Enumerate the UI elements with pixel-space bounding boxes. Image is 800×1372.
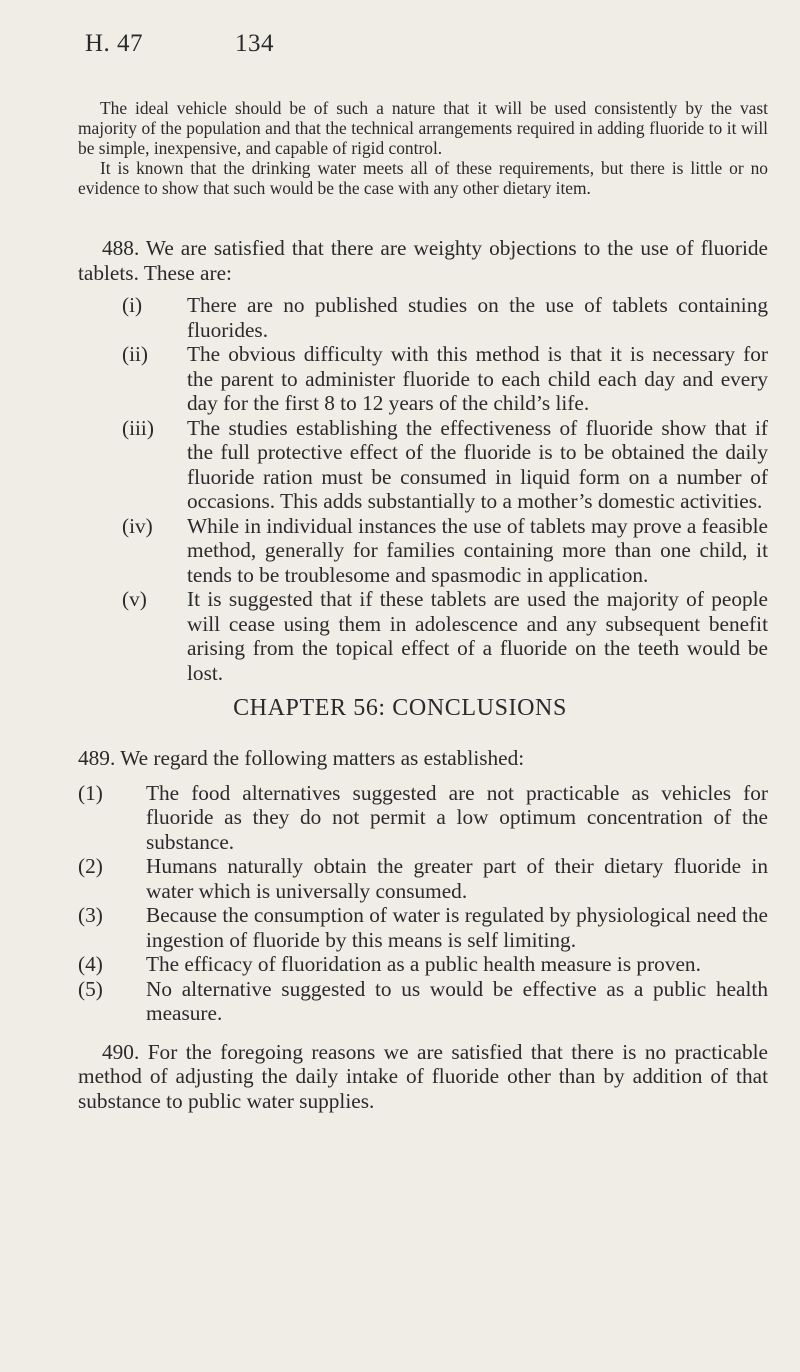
section-488 — [78, 236, 768, 685]
list-item — [78, 587, 768, 685]
item-number: (3) — [78, 903, 103, 927]
item-text: The efficacy of fluoridation as a public health measure is proven. — [146, 952, 701, 976]
item-text: No alternative suggested to us would be effective as a public health measure. — [146, 976, 768, 1025]
item-number: (v) — [122, 587, 147, 611]
item-number: (iv) — [122, 513, 153, 538]
item-text: There are no published studies on the use of tablets containing fluorides. — [187, 293, 768, 342]
list-item — [78, 514, 768, 588]
list-item — [78, 903, 768, 952]
list-item — [78, 854, 768, 903]
intro-section — [78, 98, 768, 198]
item-number: (ii) — [122, 342, 149, 366]
page-header — [85, 30, 274, 58]
objections-list — [78, 293, 768, 685]
list-item — [78, 293, 768, 342]
page-number: 134 — [235, 30, 274, 57]
intro-paragraph: It is known that the drinking water meets all of these requirements, but there is little or no evidence to show that such would be the case with any other dietary item. — [78, 158, 768, 198]
item-text: While in individual instances the use of tablets may prove a feasible method, generally for families containing more than one child, it tends to be troublesome and spasmodic in application. — [187, 513, 768, 587]
item-text: Because the consumption of water is regulated by physiological need the ingestion of fluoride by this means is self limiting. — [146, 903, 768, 952]
item-number: (i) — [122, 293, 143, 317]
list-item — [78, 416, 768, 514]
paragraph-489: 489. We regard the following matters as established: — [78, 746, 525, 770]
item-number: (iii) — [122, 415, 154, 440]
conclusions-list — [78, 781, 768, 1026]
item-number: (2) — [78, 854, 103, 878]
paragraph-488: 488. We are satisfied that there are weighty objections to the use of fluoride tablets. These are: — [78, 236, 768, 285]
list-item — [78, 952, 768, 977]
chapter-heading: CHAPTER 56: CONCLUSIONS — [233, 695, 567, 721]
list-item — [78, 781, 768, 855]
item-text: It is suggested that if these tablets are used the majority of people will cease using them in adolescence and any subsequent benefit arising from the topical effect of a fluoride on the teeth would be lost. — [187, 587, 768, 685]
item-number: (4) — [78, 952, 103, 976]
header-reference: H. 47 — [85, 30, 144, 57]
item-text: Humans naturally obtain the greater part of their dietary fluoride in water which is universally consumed. — [146, 854, 768, 903]
list-item — [78, 342, 768, 416]
item-number: (1) — [78, 780, 103, 805]
list-item — [78, 977, 768, 1026]
item-text: The food alternatives suggested are not practicable as vehicles for fluoride as they do not permit a low optimum concentration of the substance. — [146, 780, 768, 854]
item-text: The obvious difficulty with this method is that it is necessary for the parent to administer fluoride to each child each day and every day for the first 8 to 12 years of the child’s life. — [187, 342, 768, 415]
paragraph-490: 490. For the foregoing reasons we are satisfied that there is no practicable method of adjusting the daily intake of fluoride other than by addition of that substance to public water supplies. — [78, 1039, 768, 1113]
intro-paragraph: The ideal vehicle should be of such a nature that it will be used consistently by the vast majority of the population and that the technical arrangements required in adding fluoride to it will be simple, inexpensive, and capable of rigid control. — [78, 98, 768, 158]
item-number: (5) — [78, 976, 103, 1001]
item-text: The studies establishing the effectiveness of fluoride show that if the full protective effect of the fluoride is to be obtained the daily fluoride ration must be consumed in liquid form on a number of occasions. This adds substantially to a mother’s domestic activities. — [187, 415, 768, 513]
section-489 — [78, 746, 768, 1113]
